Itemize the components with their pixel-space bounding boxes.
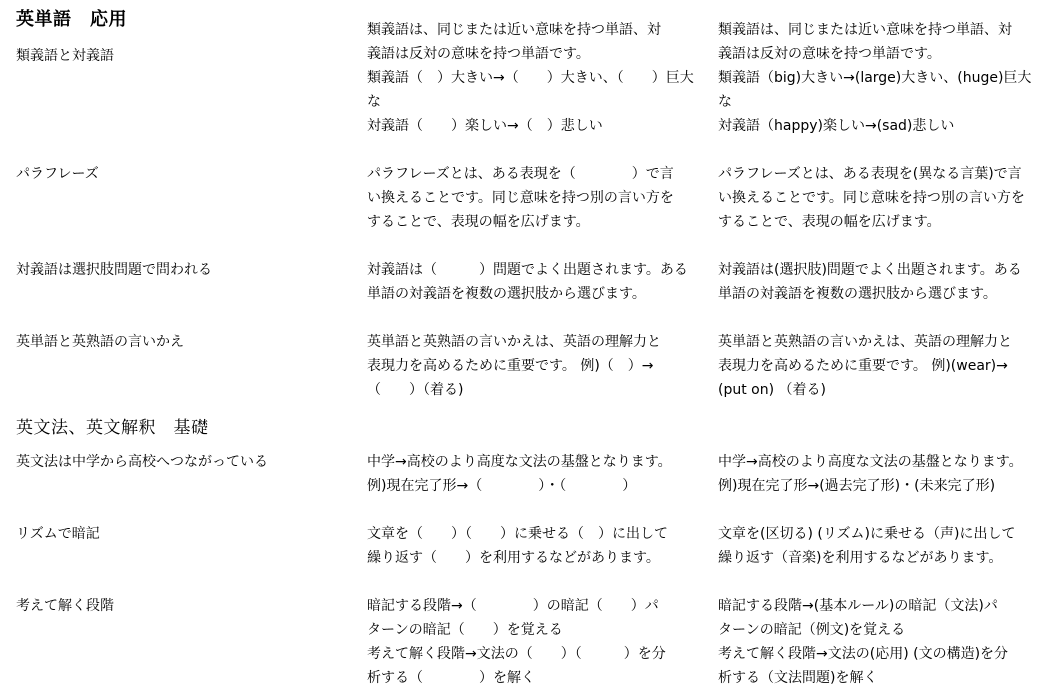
- question-line: 中学→高校のより高度な文法の基盤となります。: [367, 454, 672, 470]
- answer-line: 単語の対義語を複数の選択肢から選びます。: [718, 286, 997, 302]
- question-line: 暗記する段階→（ ）の暗記（ ）パ: [367, 598, 659, 614]
- question-line: 表現力を高めるために重要です。 例)（ ）→: [367, 358, 654, 374]
- question-line: （ ）（着る): [367, 382, 464, 398]
- question-line: 英単語と英熟語の言いかえは、英語の理解力と: [367, 334, 661, 350]
- answer-cell: [718, 18, 1048, 138]
- answer-line: 対義語は(選択肢)問題でよく出題されます。ある: [718, 262, 1022, 278]
- answer-line: 英単語と英熟語の言いかえは、英語の理解力と: [718, 334, 1012, 350]
- answer-line: 例)現在完了形→(過去完了形)・(未来完了形): [718, 478, 996, 494]
- answer-line: 表現力を高めるために重要です。 例)(wear)→: [718, 358, 1008, 374]
- question-line: 考えて解く段階→文法の（ ）（ ）を分: [367, 646, 666, 662]
- question-cell: [367, 162, 697, 234]
- answer-line: (put on) （着る): [718, 382, 826, 398]
- row-label: リズムで暗記: [16, 526, 100, 542]
- question-cell: [367, 522, 697, 570]
- answer-line: することで、表現の幅を広げます。: [718, 214, 941, 230]
- question-line: い換えることです。同じ意味を持つ別の言い方を: [367, 190, 674, 206]
- answer-cell: [718, 330, 1048, 402]
- question-line: ターンの暗記（ ）を覚える: [367, 622, 563, 638]
- question-line: 単語の対義語を複数の選択肢から選びます。: [367, 286, 646, 302]
- row-label: 英文法は中学から高校へつながっている: [16, 454, 268, 470]
- section-title: 英文法、英文解釈 基礎: [16, 418, 209, 438]
- answer-line: 文章を(区切る) (リズム)に乗せる（声)に出して: [718, 526, 1016, 542]
- question-line: 対義語は（ ）問題でよく出題されます。ある: [367, 262, 688, 278]
- answer-line: 中学→高校のより高度な文法の基盤となります。: [718, 454, 1023, 470]
- answer-line: ターンの暗記（例文)を覚える: [718, 622, 906, 638]
- answer-line: 義語は反対の意味を持つ単語です。: [718, 46, 941, 62]
- question-cell: [367, 258, 697, 306]
- row-label: パラフレーズ: [16, 166, 99, 182]
- question-line: 類義語（ ）大きい→（ ）大きい、（ ）巨大: [367, 70, 694, 86]
- answer-line: 対義語（happy)楽しい→(sad)悲しい: [718, 118, 955, 134]
- answer-line: 類義語は、同じまたは近い意味を持つ単語、対: [718, 22, 1012, 38]
- question-line: 類義語は、同じまたは近い意味を持つ単語、対: [367, 22, 661, 38]
- question-line: することで、表現の幅を広げます。: [367, 214, 590, 230]
- page-title: 英単語 応用: [16, 9, 127, 30]
- question-cell: [367, 330, 697, 402]
- question-line: 析する（ ）を解く: [367, 670, 535, 686]
- answer-line: な: [718, 94, 732, 110]
- row-label: 類義語と対義語: [16, 48, 114, 64]
- question-line: 義語は反対の意味を持つ単語です。: [367, 46, 590, 62]
- question-line: 例)現在完了形→（ ）・（ ）: [367, 478, 637, 494]
- question-line: 文章を（ ）（ ）に乗せる（ ）に出して: [367, 526, 668, 542]
- answer-line: 考えて解く段階→文法の(応用) (文の構造)を分: [718, 646, 1009, 662]
- answer-line: い換えることです。同じ意味を持つ別の言い方を: [718, 190, 1025, 206]
- answer-line: 暗記する段階→(基本ルール)の暗記（文法)パ: [718, 598, 998, 614]
- answer-cell: [718, 522, 1048, 570]
- answer-cell: [718, 594, 1048, 690]
- question-line: 繰り返す（ ）を利用するなどがあります。: [367, 550, 660, 566]
- row-label: 対義語は選択肢問題で問われる: [16, 262, 212, 278]
- answer-line: 類義語（big)大きい→(large)大きい、(huge)巨大: [718, 70, 1032, 86]
- answer-cell: [718, 258, 1048, 306]
- answer-line: パラフレーズとは、ある表現を(異なる言葉)で言: [718, 166, 1022, 182]
- question-cell: [367, 18, 697, 138]
- question-line: 対義語（ ）楽しい→（ ）悲しい: [367, 118, 603, 134]
- question-line: な: [367, 94, 381, 110]
- question-cell: [367, 594, 697, 690]
- answer-line: 析する（文法問題)を解く: [718, 670, 878, 686]
- answer-line: 繰り返す（音楽)を利用するなどがあります。: [718, 550, 1003, 566]
- question-line: パラフレーズとは、ある表現を（ ）で言: [367, 166, 674, 182]
- row-label: 考えて解く段階: [16, 598, 114, 614]
- row-label: 英単語と英熟語の言いかえ: [16, 334, 184, 350]
- question-cell: [367, 450, 697, 498]
- answer-cell: [718, 450, 1048, 498]
- answer-cell: [718, 162, 1048, 234]
